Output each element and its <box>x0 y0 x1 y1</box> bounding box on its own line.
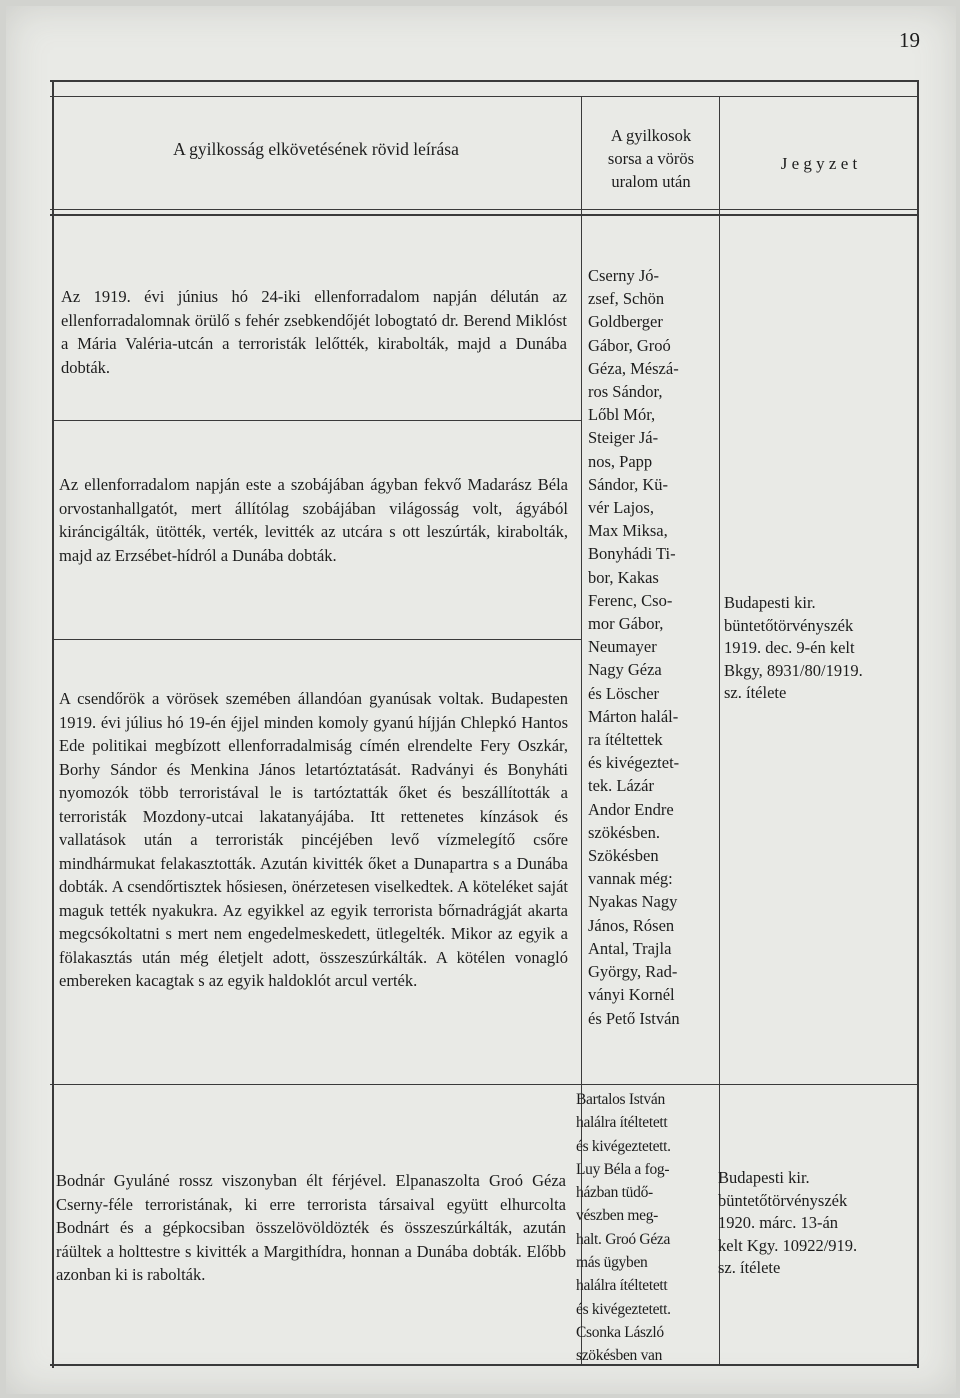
document-page <box>6 6 956 1394</box>
header-fate: A gyilkosok sorsa a vörös uralom után <box>607 126 695 191</box>
header-notes: J e g y z e t <box>780 154 858 173</box>
court-note-row2: Budapesti kir. büntetőtörvényszék 1920. márc. 13-án kelt Kgy. 10922/919. sz. ítélete <box>718 1168 858 1277</box>
case-description-berend: Az 1919. évi június hó 24-iki ellenforradalom napján délután az ellenforradalomnak örülő s fehér zsebkendőjét lobogtató dr. Berend Miklóst a Mária Valéria-utcán a terroristák lelőtték, kirabolták, majd a Dunába dobták. <box>61 287 567 377</box>
case-description-csendorok: A csendőrök a vörösek szemében állandóan gyanúsak voltak. Budapesten 1919. évi július hó 19-én éjjel minden komoly gyanú híjján Chlepkó Hantos Ede politikai megbízott ellenforradalmiság címén elrendelte Fery Oszkár, Borhy Sándor és Menkina János letartóztatását. Radványi és Bonyháti nyomozók több terroristával le is tartóztatták őket és beszállították a terroristák Mozdony-utcai lakatanyájába. Itt rettenetes kínzások és vallatások után a terroristák pincéjében levő vízmelegítő csőre mindhármukat felakasztották. Azután kivitték őket a Dunapartra s a Dunába dobták. A csendőrtisztek hősiesen, önérzetesen viselkedtek. A köteléket saját maguk tették nyakukra. Az egyikkel az egyik terrorista bőrnadrágját akarta megcsókoltatni s mert nem engedelmeskedett, ütlegelték. Mikor az egyik a fölakasztás után még életjelt adott, összeszúrkálták. A kötélen vonagló embereken kacagtak s az egyik haldoklót arcul verték. <box>59 689 568 990</box>
perpetrators-fate-row2: Bartalos István halálra ítéltetett és kivégeztetett. Luy Béla a fog- házban tüdő- vészben meg- halt. Groó Géza más ügyben halálra ítéltetett és kivégeztetett. Csonka László szökésben van <box>576 1091 671 1365</box>
case-description-bodnar: Bodnár Gyuláné rossz viszonyban élt férjével. Elpanaszolta Groó Géza Cserny-féle terroristának, ki erre terrorista társaival együtt elhurcolta Bodnárt és a gépkocsiban összelövöldözték és összeszúrkálták, azután ráültek a holttestre s kivitték a Margithídra, honnan a Dunába dobták. Előbb azonban ki is rabolták. <box>56 1171 566 1284</box>
page-number: 19 <box>899 28 920 52</box>
header-description: A gyilkosság elkövetésének rövid leírása <box>173 139 459 159</box>
court-note-row1: Budapesti kir. büntetőtörvényszék 1919. dec. 9-én kelt Bkgy, 8931/80/1919. sz. ítélete <box>724 593 863 702</box>
case-description-madarasz: Az ellenforradalom napján este a szobájában ágyban fekvő Madarász Béla orvostanhallgatót, mert állítólag szobájában világosság volt, ágyából kiráncigálták, ütötték, verték, levitték az utcára s ott leszúrták, kirabolták, majd az Erzsébet-hídról a Dunába dobták. <box>59 475 568 565</box>
perpetrators-fate-row1: Cserny Jó- zsef, Schön Goldberger Gábor, Groó Géza, Mészá- ros Sándor, Lőbl Mór, Steiger Já- nos, Papp Sándor, Kü- vér Lajos, Max Miksa, Bonyhádi Ti- bor, Kakas Ferenc, Cso- mor Gábor, Neumayer Nagy Géza és Löscher Márton halál- ra ítéltettek és kivégeztet- tek. Lázár Andor Endre szökésben. Szökésben vannak még: Nyakas Nagy János, Rósen Antal, Trajla György, Rad- ványi Kornél és Pető István <box>588 266 680 1028</box>
